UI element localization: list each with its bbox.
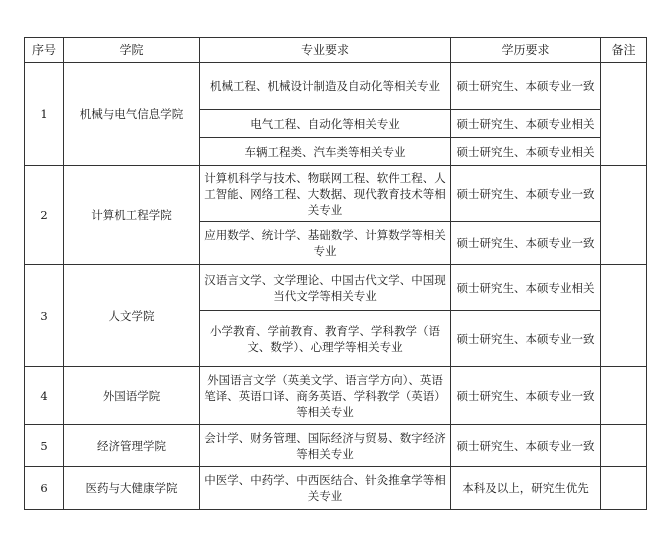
major-requirement: 外国语言文学（英美文学、语言学方向）、英语笔译、英语口译、商务英语、学科教学（英语）等相关专业 [200,367,451,425]
major-requirement: 汉语言文学、文学理论、中国古代文学、中国现当代文学等相关专业 [200,265,451,311]
header-degree: 学历要求 [451,38,601,63]
major-requirement: 会计学、财务管理、国际经济与贸易、数字经济等相关专业 [200,425,451,467]
degree-requirement: 硕士研究生、本硕专业一致 [451,63,601,110]
college-name: 机械与电气信息学院 [64,63,200,166]
table-row [25,265,647,311]
remark-cell [601,467,647,510]
row-no: 6 [25,467,64,510]
degree-requirement: 硕士研究生、本硕专业一致 [451,367,601,425]
college-name: 经济管理学院 [64,425,200,467]
degree-requirement: 硕士研究生、本硕专业相关 [451,138,601,166]
table-row [25,425,647,467]
header-college: 学院 [64,38,200,63]
college-name: 医药与大健康学院 [64,467,200,510]
degree-requirement: 硕士研究生、本硕专业相关 [451,110,601,138]
row-no: 3 [25,265,64,367]
degree-requirement: 硕士研究生、本硕专业一致 [451,222,601,265]
row-no: 4 [25,367,64,425]
header-row [25,38,647,63]
major-requirement: 机械工程、机械设计制造及自动化等相关专业 [200,63,451,110]
degree-requirement: 硕士研究生、本硕专业相关 [451,265,601,311]
degree-requirement: 硕士研究生、本硕专业一致 [451,425,601,467]
row-no: 1 [25,63,64,166]
college-name: 计算机工程学院 [64,166,200,265]
header-no: 序号 [25,38,64,63]
row-no: 5 [25,425,64,467]
table-row [25,367,647,425]
remark-cell [601,166,647,265]
header-remark: 备注 [601,38,647,63]
degree-requirement: 硕士研究生、本硕专业一致 [451,311,601,367]
major-requirement: 电气工程、自动化等相关专业 [200,110,451,138]
remark-cell [601,63,647,166]
remark-cell [601,425,647,467]
table-row [25,467,647,510]
major-requirement: 计算机科学与技术、物联网工程、软件工程、人工智能、网络工程、大数据、现代教育技术等相关专业 [200,166,451,222]
table-row [25,166,647,222]
major-requirement: 车辆工程类、汽车类等相关专业 [200,138,451,166]
row-no: 2 [25,166,64,265]
remark-cell [601,265,647,367]
college-name: 人文学院 [64,265,200,367]
table-row [25,63,647,110]
degree-requirement: 硕士研究生、本硕专业一致 [451,166,601,222]
college-name: 外国语学院 [64,367,200,425]
remark-cell [601,367,647,425]
requirements-table [24,37,647,510]
degree-requirement: 本科及以上，研究生优先 [451,467,601,510]
header-major: 专业要求 [200,38,451,63]
major-requirement: 小学教育、学前教育、教育学、学科教学（语文、数学）、心理学等相关专业 [200,311,451,367]
major-requirement: 中医学、中药学、中西医结合、针灸推拿学等相关专业 [200,467,451,510]
major-requirement: 应用数学、统计学、基础数学、计算数学等相关专业 [200,222,451,265]
